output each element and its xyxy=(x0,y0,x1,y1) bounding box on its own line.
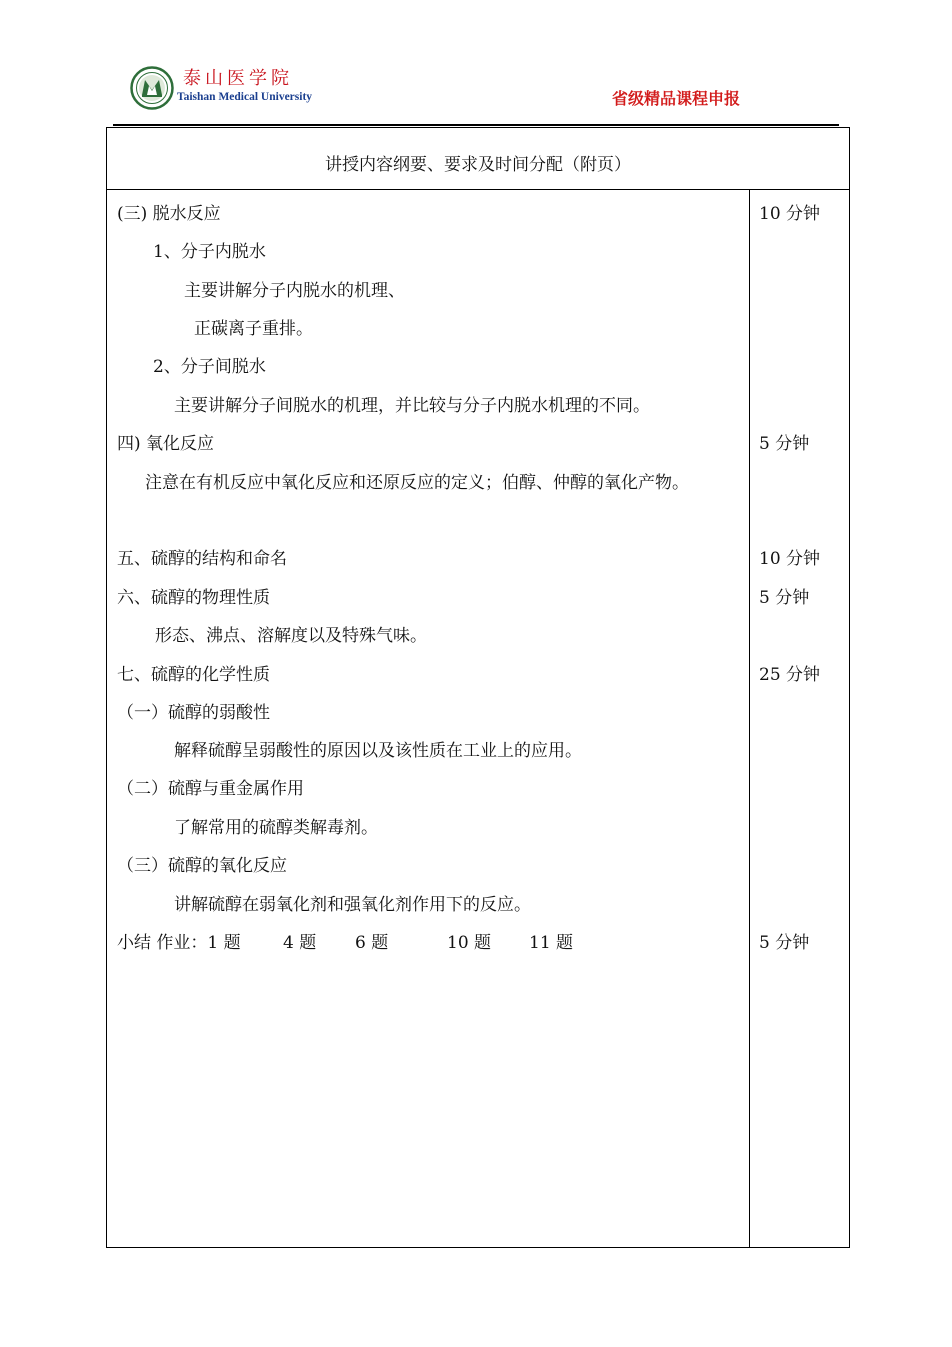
section-heading: 五、硫醇的结构和命名 xyxy=(117,549,287,569)
content-text: 主要讲解分子间脱水的机理，并比较与分子内脱水机理的不同。 xyxy=(174,396,650,416)
university-logo xyxy=(130,64,370,112)
subsection-heading: （三）硫醇的氧化反应 xyxy=(117,856,287,876)
university-name-cn: 泰山医学院 xyxy=(183,68,293,89)
section-heading: 四) 氧化反应 xyxy=(117,434,215,454)
homework-item: 4 题 xyxy=(283,933,317,953)
time-allocation: 5 分钟 xyxy=(759,434,810,454)
column-divider xyxy=(749,189,750,1247)
table-title: 讲授内容纲要、要求及时间分配（附页） xyxy=(325,155,631,175)
subsection-heading: （一）硫醇的弱酸性 xyxy=(117,703,270,723)
content-text: 讲解硫醇在弱氧化剂和强氧化剂作用下的反应。 xyxy=(174,895,531,915)
content-text: 正碳离子重排。 xyxy=(194,319,313,339)
time-allocation: 10 分钟 xyxy=(759,204,821,224)
university-name-en: Taishan Medical University xyxy=(177,91,313,103)
content-text: 了解常用的硫醇类解毒剂。 xyxy=(174,818,378,838)
content-text: 注意在有机反应中氧化反应和还原反应的定义；伯醇、仲醇的氧化产物。 xyxy=(145,473,689,493)
time-allocation: 25 分钟 xyxy=(759,665,821,685)
university-emblem-icon xyxy=(130,66,174,110)
content-text: 主要讲解分子内脱水的机理、 xyxy=(184,281,405,301)
subsection-heading: （二）硫醇与重金属作用 xyxy=(117,779,304,799)
homework-label: 小结 作业：1 题 xyxy=(117,933,241,953)
section-heading: 七、硫醇的化学性质 xyxy=(117,665,270,685)
section-heading: 六、硫醇的物理性质 xyxy=(117,588,270,608)
time-allocation: 10 分钟 xyxy=(759,549,821,569)
homework-item: 6 题 xyxy=(355,933,389,953)
content-text: 解释硫醇呈弱酸性的原因以及该性质在工业上的应用。 xyxy=(174,741,582,761)
time-allocation: 5 分钟 xyxy=(759,933,810,953)
homework-item: 11 题 xyxy=(529,933,574,953)
homework-item: 10 题 xyxy=(447,933,492,953)
header-divider xyxy=(113,124,839,126)
table-header-row xyxy=(107,128,849,190)
time-allocation: 5 分钟 xyxy=(759,588,810,608)
content-text: 形态、沸点、溶解度以及特殊气味。 xyxy=(155,626,427,646)
report-title: 省级精品课程申报 xyxy=(612,89,741,108)
section-heading: (三) 脱水反应 xyxy=(117,204,221,224)
content-table xyxy=(106,127,850,1248)
subsection-heading: 2、分子间脱水 xyxy=(153,357,266,377)
subsection-heading: 1、分子内脱水 xyxy=(153,242,266,262)
